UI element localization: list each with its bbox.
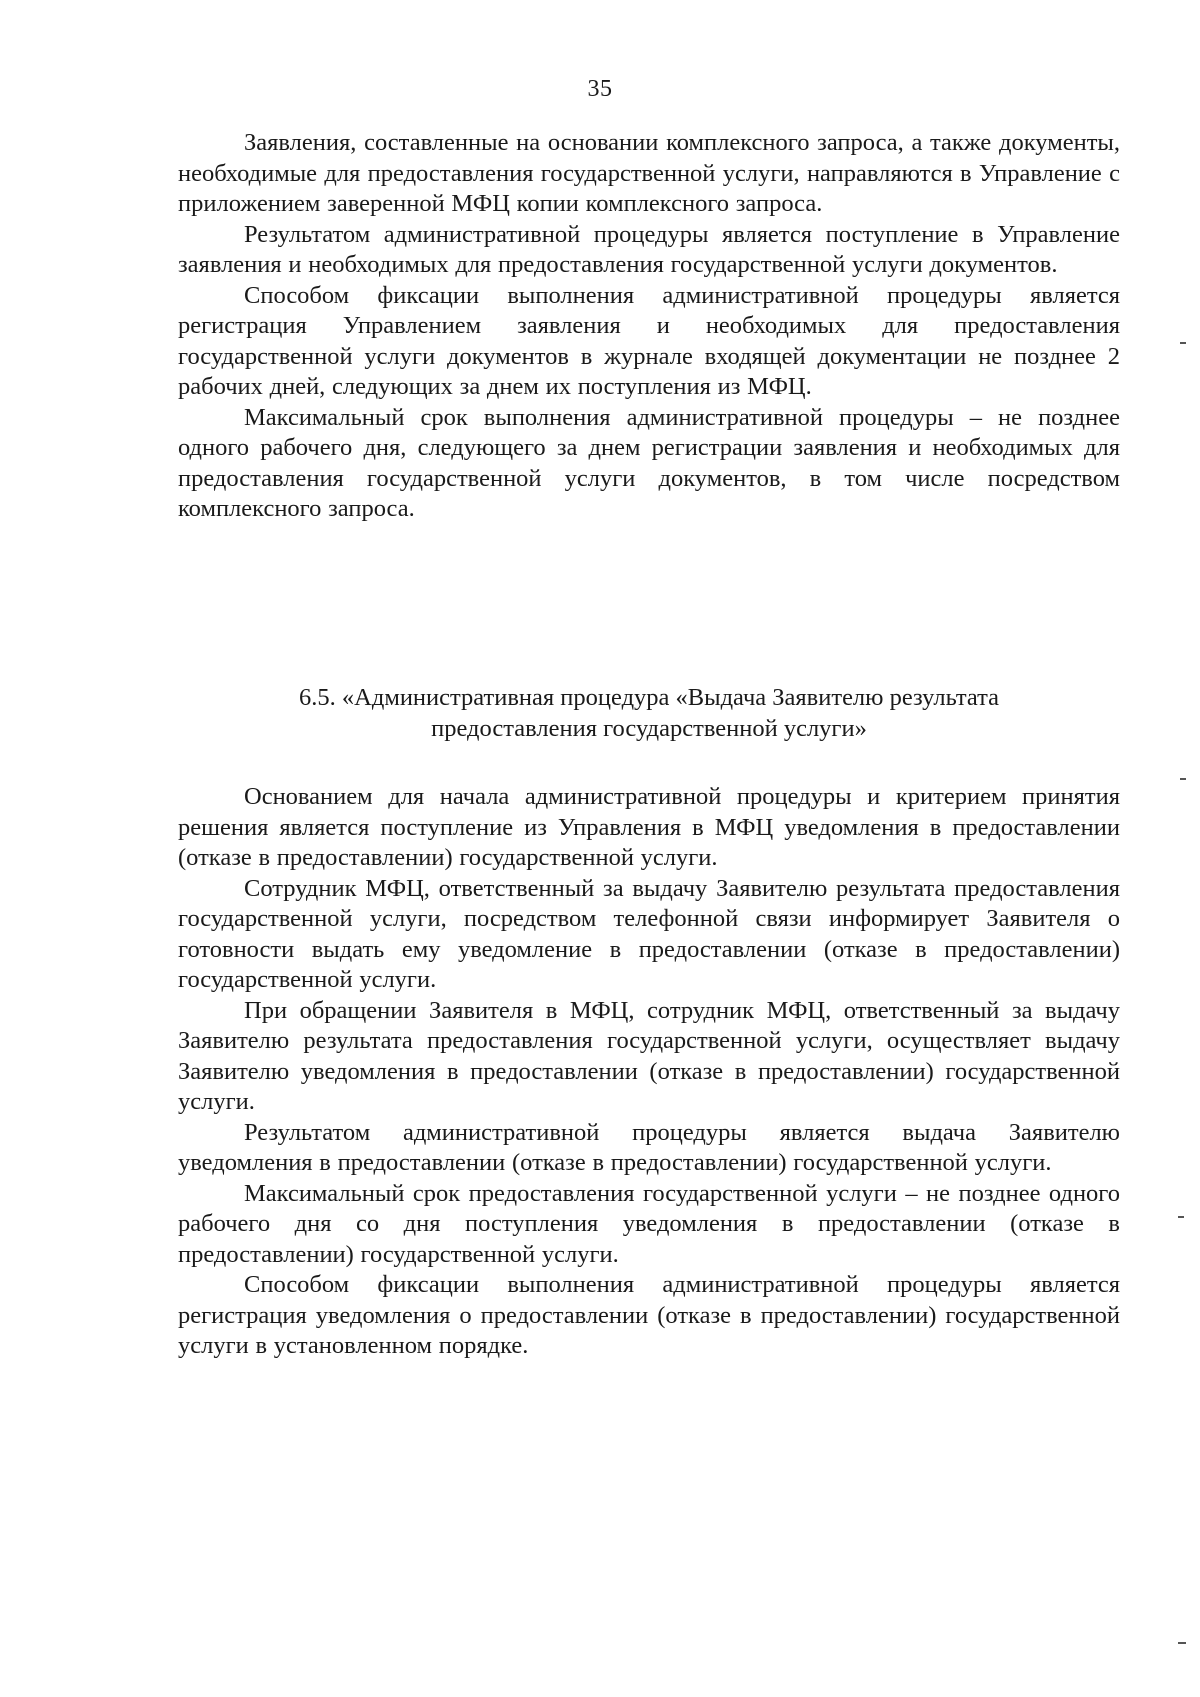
- page-number: 35: [587, 76, 613, 102]
- scan-speck: [1178, 1216, 1184, 1218]
- paragraph-service-max-term: Максимальный срок предоставления государственной услуги – не позднее одного рабочего дня со дня поступления уведомления в предоставлении (отказе в предоставлении) государственной услуги.: [178, 1179, 1120, 1268]
- paragraph-grounds: Основанием для начала административной процедуры и критерием принятия решения является поступление из Управления в МФЦ уведомления в предоставлении (отказе в предоставлении) государственной услуги.: [178, 783, 1120, 871]
- section-after-heading: [178, 782, 1120, 1362]
- scan-speck: [1180, 342, 1186, 344]
- paragraph-issuance-result: Результатом административной процедуры является выдача Заявителю уведомления в предоставлении (отказе в предоставлении) государственной услуги.: [178, 1118, 1120, 1176]
- section-heading: [178, 682, 1120, 744]
- paragraph-complex-request: Заявления, составленные на основании комплексного запроса, а также документы, необходимые для предоставления государственной услуги, направляются в Управление с приложением заверенной МФЦ копии комплексного запроса.: [178, 129, 1120, 217]
- section-before-heading: [178, 128, 1120, 525]
- paragraph-registration-method: Способом фиксации выполнения административной процедуры является регистрация уведомления о предоставлении (отказе в предоставлении) государственной услуги в установленном порядке.: [178, 1271, 1120, 1359]
- scan-speck: [1178, 1642, 1186, 1644]
- section-heading-line-2: предоставления государственной услуги»: [431, 715, 867, 742]
- section-heading-line-1: 6.5. «Административная процедура «Выдача Заявителю результата: [299, 684, 999, 711]
- paragraph-mfc-employee: Сотрудник МФЦ, ответственный за выдачу Заявителю результата предоставления государственной услуги, посредством телефонной связи информирует Заявителя о готовности выдать ему уведомление в предоставлении (отказе в предоставлении) государственной услуги.: [178, 874, 1120, 993]
- scan-speck: [1180, 778, 1186, 780]
- paragraph-fixation-method: Способом фиксации выполнения административной процедуры является регистрация Управлением заявления и необходимых для предоставления государственной услуги документов в журнале входящей документации не позднее 2 рабочих дней, следующих за днем их поступления из МФЦ.: [178, 281, 1120, 400]
- paragraph-applicant-visit: При обращении Заявителя в МФЦ, сотрудник МФЦ, ответственный за выдачу Заявителю результата предоставления государственной услуги, осуществляет выдачу Заявителю уведомления в предоставлении (отказе в предоставлении) государственной услуги.: [178, 996, 1120, 1115]
- paragraph-max-term: Максимальный срок выполнения административной процедуры – не позднее одного рабочего дня, следующего за днем регистрации заявления и необходимых для предоставления государственной услуги документов, в том числе посредством комплексного запроса.: [178, 403, 1120, 522]
- paragraph-procedure-result: Результатом административной процедуры является поступление в Управление заявления и необходимых для предоставления государственной услуги документов.: [178, 220, 1120, 278]
